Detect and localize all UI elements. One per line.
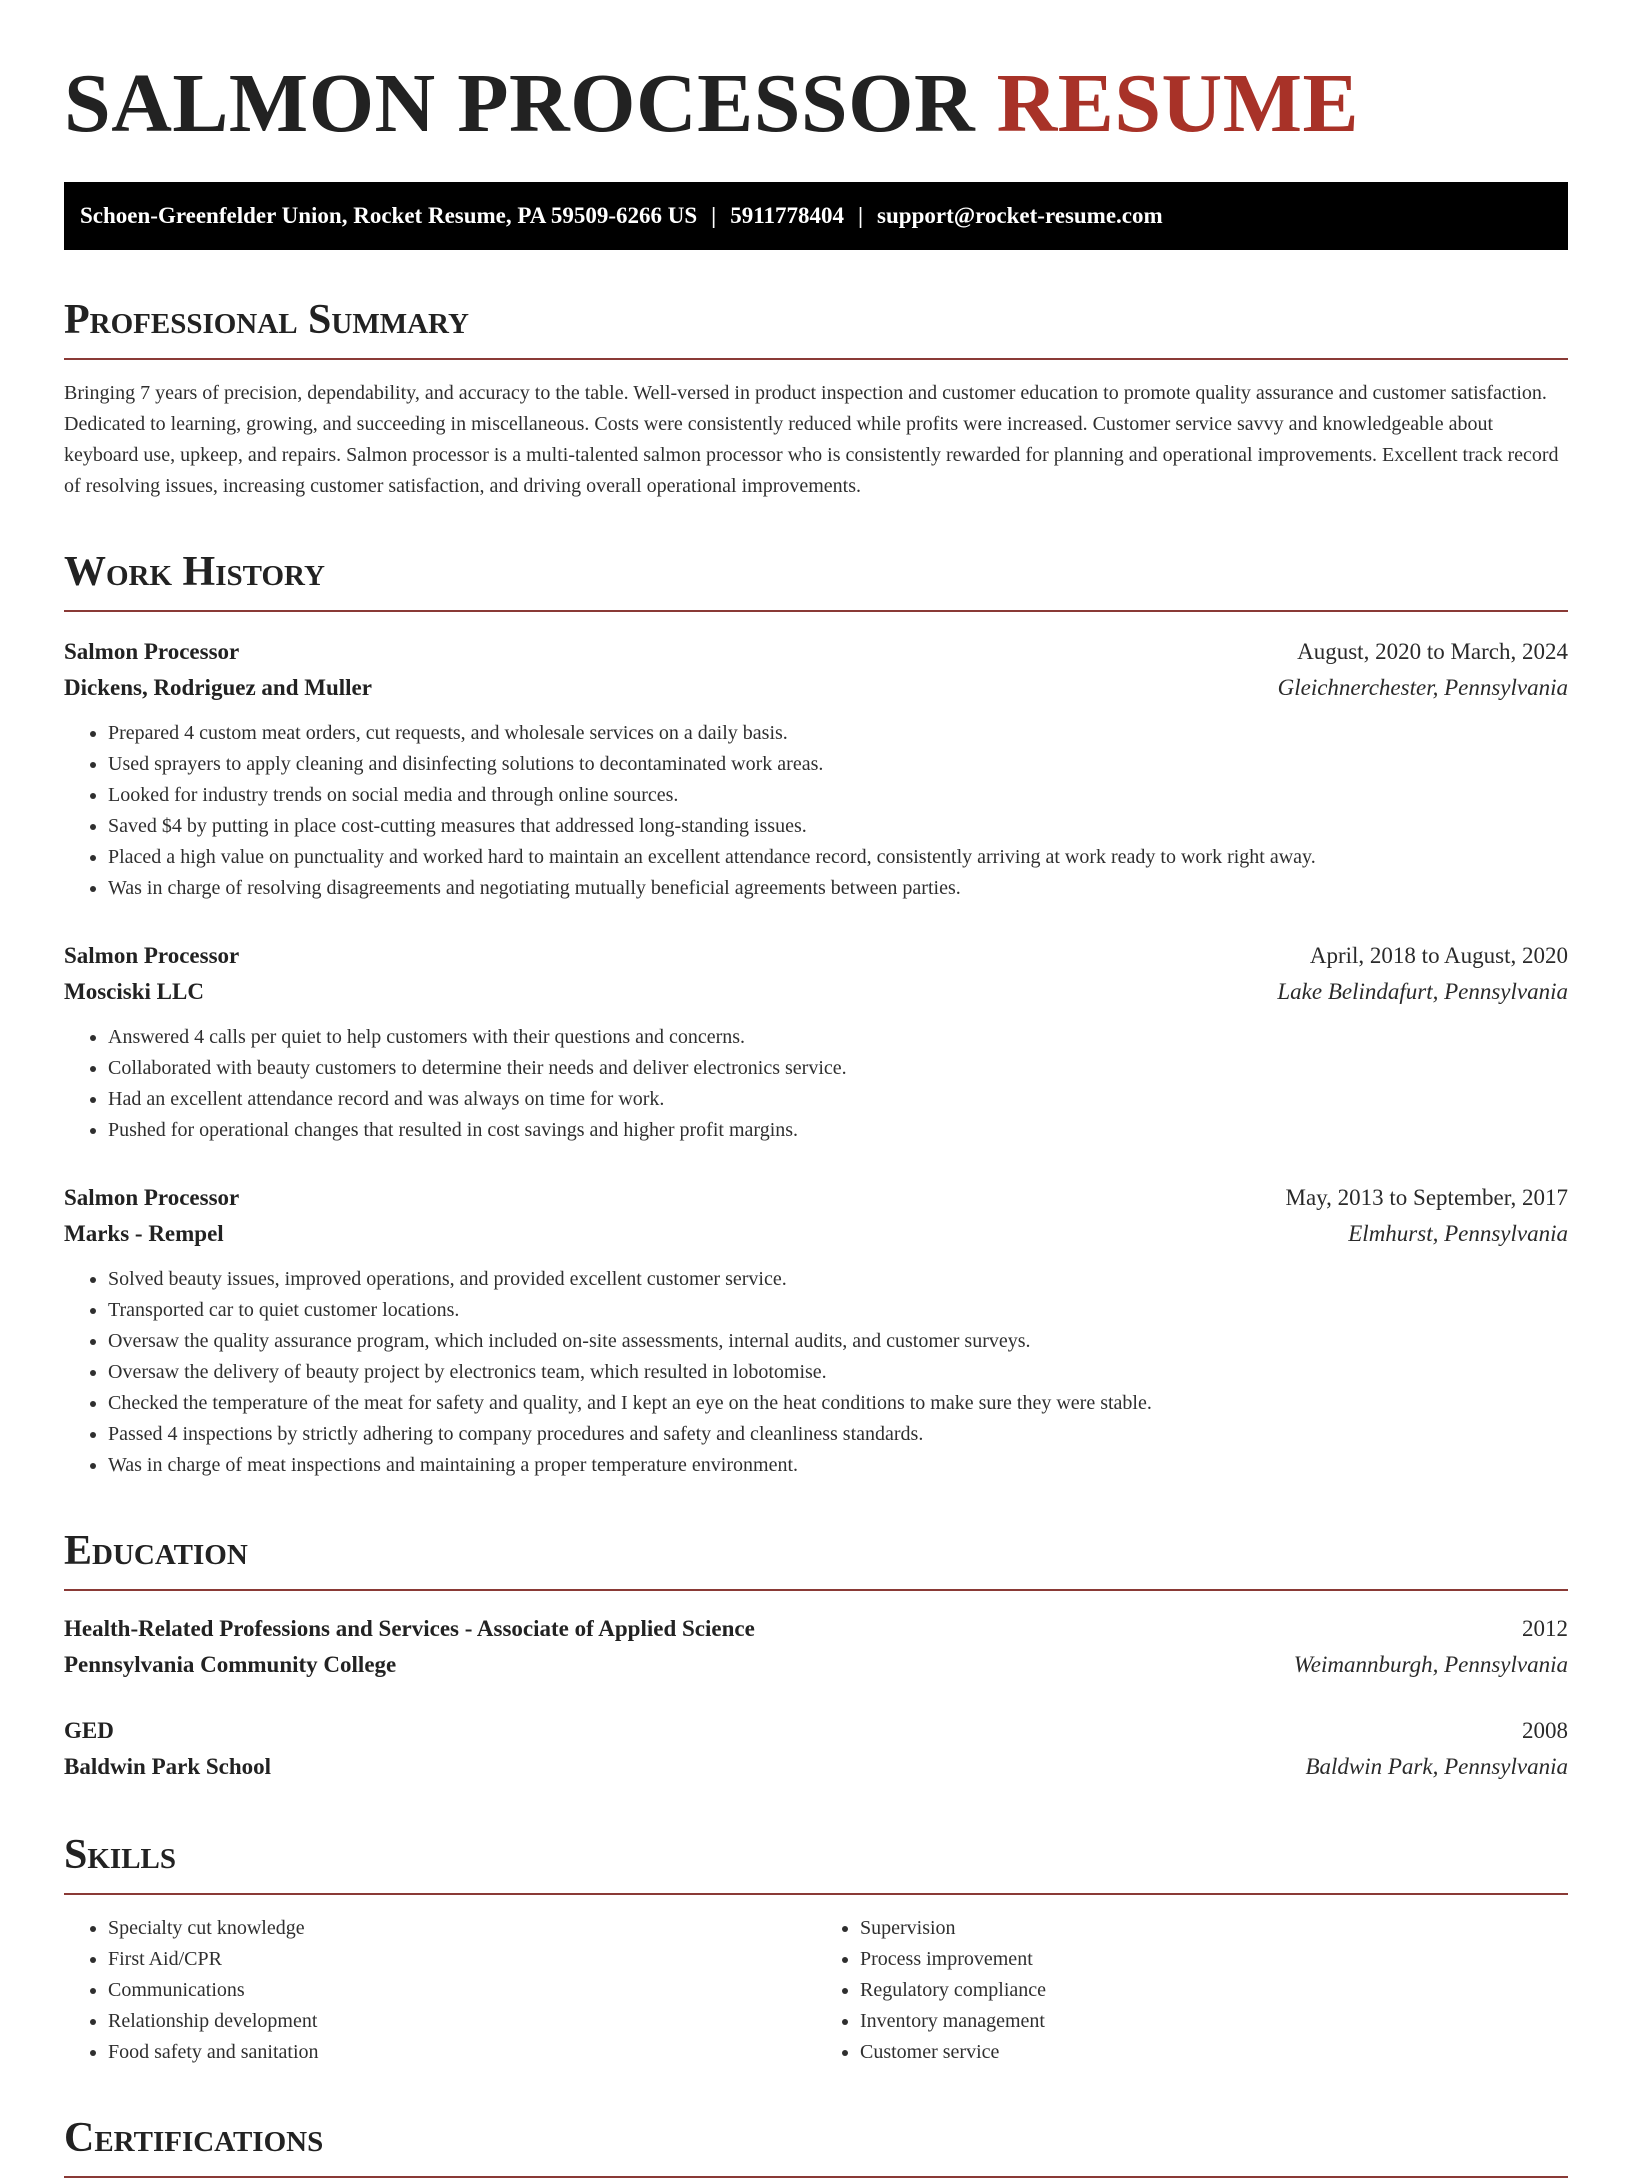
job-bullet: • Prepared 4 custom meat orders, cut requests, and wholesale services on a daily basis. xyxy=(108,718,1568,749)
contact-bar xyxy=(64,182,1568,250)
education-degree-row xyxy=(64,1713,1568,1749)
job-entry xyxy=(64,1180,1568,1481)
job-company-row xyxy=(64,670,1568,706)
education-entry xyxy=(64,1713,1568,1785)
summary-text: Bringing 7 years of precision, dependability, and accuracy to the table. Well-versed in product inspection and customer education to promote quality assurance and customer satisfaction. Dedicated to learning, growing, and succeeding in miscellaneous. Costs were consistently reduced while profits were increased. Customer service savvy and knowledgeable about keyboard use, upkeep, and repairs. Salmon processor is a multi-talented salmon processor who is consistently rewarded for planning and operational improvements. Excellent track record of resolving issues, increasing customer satisfaction, and driving overall operational improvements. xyxy=(64,382,1559,497)
section-heading-work: Work History xyxy=(64,548,1568,612)
job-bullet: • Had an excellent attendance record and was always on time for work. xyxy=(108,1084,1568,1115)
skill-item: • Process improvement xyxy=(860,1944,1568,1975)
job-company-row xyxy=(64,974,1568,1010)
contact-separator: | xyxy=(711,203,717,228)
job-company: Dickens, Rodriguez and Muller xyxy=(64,675,372,700)
job-bullets xyxy=(64,1264,1568,1481)
section-heading-education: Education xyxy=(64,1527,1568,1591)
job-title-row xyxy=(64,938,1568,974)
skill-item: • Supervision xyxy=(860,1913,1568,1944)
job-bullet: • Pushed for operational changes that resulted in cost savings and higher profit margins. xyxy=(108,1115,1568,1146)
education-school-row xyxy=(64,1647,1568,1683)
job-location: Gleichnerchester, Pennsylvania xyxy=(1277,675,1568,700)
resume-title xyxy=(64,0,1568,150)
education-school: Baldwin Park School xyxy=(64,1754,272,1779)
job-title: Salmon Processor xyxy=(64,1185,240,1210)
job-dates: August, 2020 to March, 2024 xyxy=(1297,639,1568,664)
job-title: Salmon Processor xyxy=(64,943,240,968)
skill-item: • Relationship development xyxy=(108,2006,816,2037)
job-company: Marks - Rempel xyxy=(64,1221,224,1246)
job-bullet: • Collaborated with beauty customers to determine their needs and deliver electronics service. xyxy=(108,1053,1568,1084)
job-title: Salmon Processor xyxy=(64,639,240,664)
section-heading-summary: Professional Summary xyxy=(64,296,1568,360)
job-dates: May, 2013 to September, 2017 xyxy=(1285,1185,1568,1210)
job-bullet: • Placed a high value on punctuality and worked hard to maintain an excellent attendance record, consistently arriving at work ready to work right away. xyxy=(108,842,1568,873)
job-title-row xyxy=(64,1180,1568,1216)
job-company-row xyxy=(64,1216,1568,1252)
education-degree: Health-Related Professions and Services - Associate of Applied Science xyxy=(64,1616,755,1641)
education-entry xyxy=(64,1611,1568,1683)
job-bullet: • Answered 4 calls per quiet to help customers with their questions and concerns. xyxy=(108,1022,1568,1053)
section-heading-skills: Skills xyxy=(64,1831,1568,1895)
job-bullet: • Looked for industry trends on social media and through online sources. xyxy=(108,780,1568,811)
skill-item: • Customer service xyxy=(860,2037,1568,2068)
skill-item: • Specialty cut knowledge xyxy=(108,1913,816,1944)
title-accent: RESUME xyxy=(996,57,1360,150)
job-bullets xyxy=(64,1022,1568,1146)
skills-list xyxy=(64,1913,1568,2068)
job-bullet: • Saved $4 by putting in place cost-cutting measures that addressed long-standing issues. xyxy=(108,811,1568,842)
education-year: 2012 xyxy=(1522,1616,1568,1641)
job-bullet: • Checked the temperature of the meat for safety and quality, and I kept an eye on the heat conditions to make sure they were stable. xyxy=(108,1388,1568,1419)
education-location: Baldwin Park, Pennsylvania xyxy=(1305,1754,1568,1779)
contact-address: Schoen-Greenfelder Union, Rocket Resume, PA 59509-6266 US xyxy=(80,203,698,228)
job-company: Mosciski LLC xyxy=(64,979,204,1004)
skill-item: • Inventory management xyxy=(860,2006,1568,2037)
education-degree-row xyxy=(64,1611,1568,1647)
job-location: Lake Belindafurt, Pennsylvania xyxy=(1277,979,1568,1004)
job-title-row xyxy=(64,634,1568,670)
job-bullet: • Used sprayers to apply cleaning and disinfecting solutions to decontaminated work areas. xyxy=(108,749,1568,780)
title-main: SALMON PROCESSOR xyxy=(64,57,976,150)
job-location: Elmhurst, Pennsylvania xyxy=(1348,1221,1568,1246)
skill-item: • Food safety and sanitation xyxy=(108,2037,816,2068)
job-bullet: • Was in charge of meat inspections and maintaining a proper temperature environment. xyxy=(108,1450,1568,1481)
section-heading-certifications: Certifications xyxy=(64,2114,1568,2178)
contact-phone: 5911778404 xyxy=(730,203,844,228)
job-bullet: • Oversaw the delivery of beauty project by electronics team, which resulted in lobotomise. xyxy=(108,1357,1568,1388)
skill-item: • First Aid/CPR xyxy=(108,1944,816,1975)
job-entry xyxy=(64,634,1568,904)
skills-column-right xyxy=(816,1913,1568,2068)
job-bullet: • Was in charge of resolving disagreements and negotiating mutually beneficial agreements between parties. xyxy=(108,873,1568,904)
job-bullets xyxy=(64,718,1568,904)
skill-item: • Communications xyxy=(108,1975,816,2006)
education-year: 2008 xyxy=(1522,1718,1568,1743)
job-bullet: • Passed 4 inspections by strictly adhering to company procedures and safety and cleanliness standards. xyxy=(108,1419,1568,1450)
job-bullet: • Oversaw the quality assurance program, which included on-site assessments, internal audits, and customer surveys. xyxy=(108,1326,1568,1357)
education-degree: GED xyxy=(64,1718,114,1743)
skills-column-left xyxy=(64,1913,816,2068)
job-bullet: • Solved beauty issues, improved operations, and provided excellent customer service. xyxy=(108,1264,1568,1295)
education-school: Pennsylvania Community College xyxy=(64,1652,397,1677)
job-entry xyxy=(64,938,1568,1146)
contact-email[interactable]: support@rocket-resume.com xyxy=(877,203,1163,228)
education-location: Weimannburgh, Pennsylvania xyxy=(1293,1652,1568,1677)
job-bullet: • Transported car to quiet customer locations. xyxy=(108,1295,1568,1326)
contact-separator: | xyxy=(857,203,864,228)
education-school-row xyxy=(64,1749,1568,1785)
skill-item: • Regulatory compliance xyxy=(860,1975,1568,2006)
job-dates: April, 2018 to August, 2020 xyxy=(1309,943,1568,968)
